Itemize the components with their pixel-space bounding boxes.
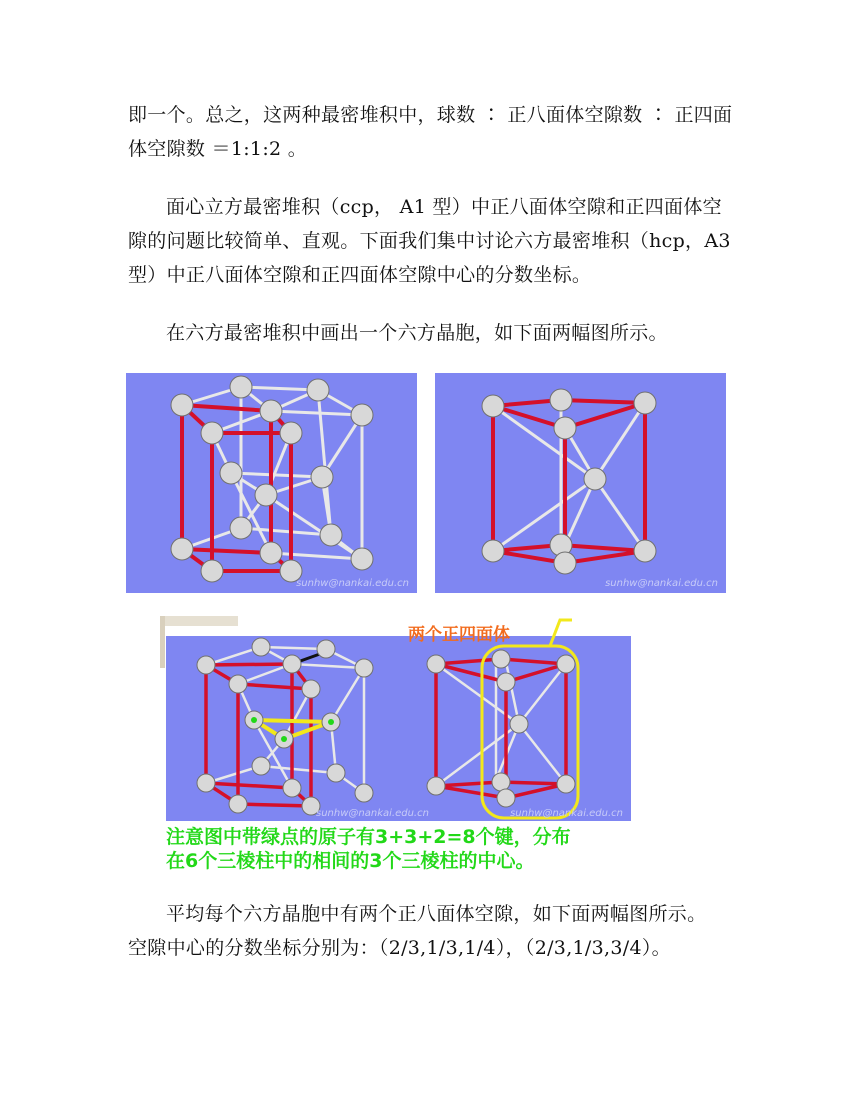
paragraph-4-line-1: 平均每个六方晶胞中有两个正八面体空隙，如下面两幅图所示。 bbox=[166, 903, 707, 925]
note-line-1: 注意图中带绿点的原子有3+3+2=8个键，分布 bbox=[166, 826, 571, 848]
callout-label: 两个正四面体 bbox=[408, 625, 510, 645]
watermark-right: sunhw@nankai.edu.cn bbox=[510, 808, 623, 819]
paragraph-4 bbox=[128, 897, 732, 965]
figure-hex-unit-cell bbox=[435, 373, 726, 593]
figure-tetrahedra bbox=[160, 616, 656, 872]
paragraph-1-line-2: 体空隙数 ＝1:1:2 。 bbox=[128, 138, 308, 160]
paragraph-3 bbox=[128, 316, 732, 350]
paragraph-2-line-3: 型）中正八面体空隙和正四面体空隙中心的分数坐标。 bbox=[128, 264, 592, 286]
figure-tetrahedra-drawing bbox=[166, 636, 631, 821]
figure-hex-unit-cell-drawing bbox=[435, 373, 726, 593]
watermark-left: sunhw@nankai.edu.cn bbox=[316, 808, 429, 819]
figure-hcp-packing-drawing bbox=[126, 373, 417, 593]
figure-hcp-packing bbox=[126, 373, 417, 593]
figure-tetrahedra-panel bbox=[166, 636, 631, 821]
watermark: sunhw@nankai.edu.cn bbox=[605, 578, 718, 589]
paragraph-2-line-2: 隙的问题比较简单、直观。下面我们集中讨论六方最密堆积（hcp，A3 bbox=[128, 230, 731, 252]
paragraph-1-line-1: 即一个。总之，这两种最密堆积中，球数 ∶ 正八面体空隙数 ∶ 正四面 bbox=[128, 104, 733, 126]
paragraph-4-line-2: 空隙中心的分数坐标分别为：（2/3,1/3,1/4），（2/3,1/3,3/4）。 bbox=[128, 937, 671, 959]
paragraph-2-line-1: 面心立方最密堆积（ccp， A1 型）中正八面体空隙和正四面体空 bbox=[166, 196, 722, 218]
paragraph-1 bbox=[128, 98, 732, 166]
note-line-2: 在6个三棱柱中的相间的3个三棱柱的中心。 bbox=[166, 850, 535, 872]
paragraph-3-line-1: 在六方最密堆积中画出一个六方晶胞，如下面两幅图所示。 bbox=[166, 322, 668, 344]
paragraph-2 bbox=[128, 190, 732, 292]
watermark: sunhw@nankai.edu.cn bbox=[296, 578, 409, 589]
